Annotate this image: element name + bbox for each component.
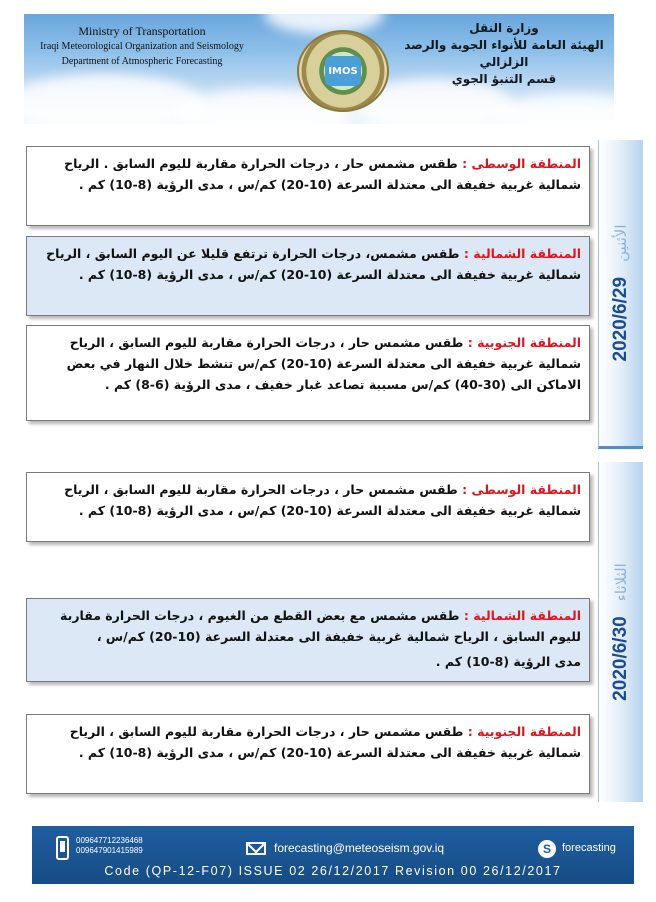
ministry-name-en: Ministry of Transportation [78, 24, 206, 38]
region-name: المنطقة الوسطى : [462, 156, 581, 171]
day1-northern-region-box [26, 236, 590, 316]
region-name: المنطقة الوسطى : [462, 482, 581, 497]
department-name-en: Department of Atmospheric Forecasting [61, 56, 223, 67]
document-code-line: Code (QP-12-F07) ISSUE 02 26/12/2017 Revision 00 26/12/2017 [104, 864, 562, 878]
day2-central-region-box [26, 472, 590, 542]
region-name: المنطقة الشمالية : [463, 608, 581, 623]
organization-seal-icon: IMOS [297, 30, 389, 112]
day1-date: 2020/6/29 [610, 276, 631, 362]
phone-numbers [76, 836, 143, 856]
region-name: المنطقة الجنوبية : [467, 724, 581, 739]
forecast-text: طقس مشمس، درجات الحرارة ترتفع قليلا عن اليوم السابق ، الرياح شمالية غربية خفيفة الى معتدلة السرعة (10-20) كم/س ، مدى الرؤية (8-10) كم . [46, 246, 581, 282]
header-arabic-text [404, 20, 604, 88]
skype-icon: S [538, 840, 556, 858]
department-name-ar: قسم التنبؤ الجوي [451, 72, 557, 86]
region-name: المنطقة الشمالية : [463, 246, 581, 261]
day2-date: 2020/6/30 [610, 616, 631, 701]
forecast-text: طقس مشمس حار ، درجات الحرارة مقاربة لليوم السابق . الرياح شمالية غربية خفيفة الى معتدلة السرعة (10-20) كم/س ، مدى الرؤية (8-10) كم . [64, 156, 581, 192]
skype-handle[interactable]: forecasting [562, 842, 616, 854]
day2-northern-region-box [26, 598, 590, 682]
header-banner [24, 14, 614, 124]
day2-weekday: الثلاثاء [612, 563, 630, 602]
forecast-text: طقس مشمس حار ، درجات الحرارة مقاربة لليوم السابق ، الرياح شمالية غربية خفيفة الى معتدلة السرعة (10-20) كم/س تنشط خلال النهار في بعض الاماكن الى (30-40) كم/س مسببة تصاعد غبار خفيف ، مدى الرؤية (6-8) كم . [66, 335, 581, 392]
organization-name-en: Iraqi Meteorological Organization and Seismology [40, 41, 244, 52]
header-english-text [32, 24, 252, 69]
email-address[interactable]: forecasting@meteoseism.gov.iq [274, 841, 445, 855]
day1-southern-region-box [26, 325, 590, 421]
forecast-text: طقس مشمس حار ، درجات الحرارة مقاربة لليوم السابق ، الرياح شمالية غربية خفيفة الى معتدلة السرعة (10-20) كم/س ، مدى الرؤية (8-10) كم . [64, 482, 581, 518]
forecast-text-extra: مدى الرؤية (8-10) كم . [435, 654, 581, 669]
forecast-text: طقس مشمس مع بعض القطع من الغيوم ، درجات الحرارة مقاربة لليوم السابق ، الرياح شمالية غربية خفيفة الى معتدلة السرعة (10-20) كم/س ، [60, 608, 581, 644]
phone-icon [56, 836, 69, 860]
footer-bar [32, 826, 634, 884]
envelope-icon [246, 842, 266, 855]
phone-number-1: 009647712236468 [76, 836, 143, 845]
forecast-text: طقس مشمس حار ، درجات الحرارة مقاربة لليوم السابق ، الرياح شمالية غربية خفيفة الى معتدلة السرعة (10-20) كم/س ، مدى الرؤية (8-10) كم . [69, 724, 581, 760]
day2-date-bar [598, 462, 643, 802]
day1-date-bar [598, 140, 643, 449]
organization-name-ar: الهيئة العامة للأنواء الجوية والرصد الزلزالي [404, 38, 604, 69]
ministry-name-ar: وزارة النقل [469, 21, 539, 35]
region-name: المنطقة الجنوبية : [467, 335, 581, 350]
day1-central-region-box [26, 146, 590, 226]
day2-southern-region-box [26, 714, 590, 794]
phone-number-2: 009647901415989 [76, 846, 143, 855]
day1-weekday: الأثنين [612, 224, 630, 262]
